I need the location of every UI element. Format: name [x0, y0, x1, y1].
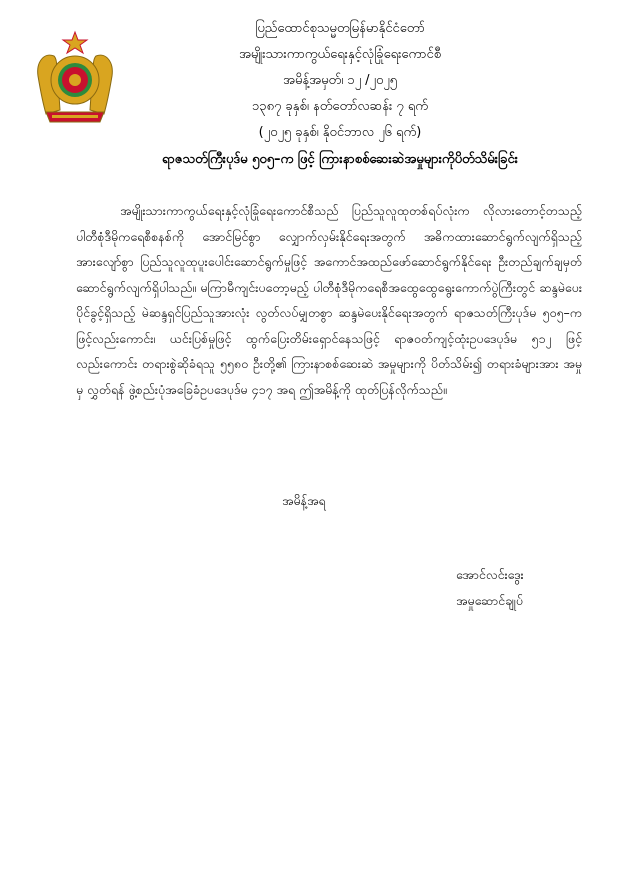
signatory-title: အမှုဆောင်ချုပ် — [456, 593, 524, 608]
date-myanmar: ၁၃၈၇ ခုနှစ်၊ နတ်တော်လဆန်း ၇ ရက် — [251, 99, 429, 114]
subject-line: ရာဇသတ်ကြီးပုဒ်မ ၅၀၅–က ဖြင့် ကြားနာစစ်ဆေးဆဲအမှုများကိုပိတ်သိမ်းခြင်း — [162, 152, 518, 167]
date-gregorian: (၂၀၂၅ ခုနှစ်၊ နိုဝင်ဘာလ ၂၆ ရက်) — [258, 125, 422, 140]
order-paragraph: အမျိုးသားကာကွယ်ရေးနှင့်လုံခြုံရေးကောင်စီသည် ပြည်သူလူထုတစ်ရပ်လုံးက လိုလားတောင့်တသည့် ပါတီစုံဒီမိုကရေစီစနစ်ကို အောင်မြင်စွာ လျှောက်လှမ်းနိုင်ရေးအတွက် အဓိကထားဆောင်ရွက်လျက်ရှိသည့်အားလျော်စွာ ပြည်သူလူထုပူးပေါင်းဆောင်ရွက်မှုဖြင့် အကောင်အထည်ဖော်ဆောင်ရွက်နိုင်ရေး ဦးတည်ချက်ချမှတ်ဆောင်ရွက်လျက်ရှိပါသည်။ မကြာမီကျင်းပတော့မည့် ပါတီစုံဒီမိုကရေစီအထွေထွေရွေးကောက်ပွဲကြီးတွင် ဆန္ဒမဲပေးပိုင်ခွင့်ရှိသည့် မဲဆန္ဒရှင်ပြည်သူအားလုံး လွတ်လပ်မျှတစွာ ဆန္ဒမဲပေးနိုင်ရေးအတွက် ရာဇသတ်ကြီးပုဒ်မ ၅၀၅–က ဖြင့်လည်းကောင်း၊ ယင်းပြစ်မှုဖြင့် ထွက်ပြေးတိမ်းရှောင်နေသဖြင့် ရာဇဝတ်ကျင့်ထုံးဥပဒေပုဒ်မ ၅၁၂ ဖြင့်လည်းကောင်း တရားစွဲဆိုခံရသူ ၅၅၈၀ ဦးတို့၏ ကြားနာစစ်ဆေးဆဲ အမှုများကို ပိတ်သိမ်း၍ တရားခံများအား အမှုမှ လွှတ်ရန် ဖွဲ့စည်းပုံအခြေခံဥပဒေပုဒ်မ ၄၁၇ အရ ဤအမိန့်ကို ထုတ်ပြန်လိုက်သည်။ — [76, 203, 582, 397]
by-order-label: အမိန့်အရ — [282, 493, 326, 508]
order-number: အမိန့်အမှတ်၊ ၁၂ /၂၀၂၅ — [283, 73, 397, 88]
country-name: ပြည်ထောင်စုသမ္မတမြန်မာနိုင်ငံတော် — [255, 21, 425, 36]
document-header — [120, 16, 560, 172]
issuer-name: အမျိုးသားကာကွယ်ရေးနှင့်လုံခြုံရေးကောင်စီ — [238, 47, 442, 62]
signatory-name: အောင်လင်းဒွေး — [456, 567, 524, 582]
state-seal-icon — [32, 30, 118, 126]
